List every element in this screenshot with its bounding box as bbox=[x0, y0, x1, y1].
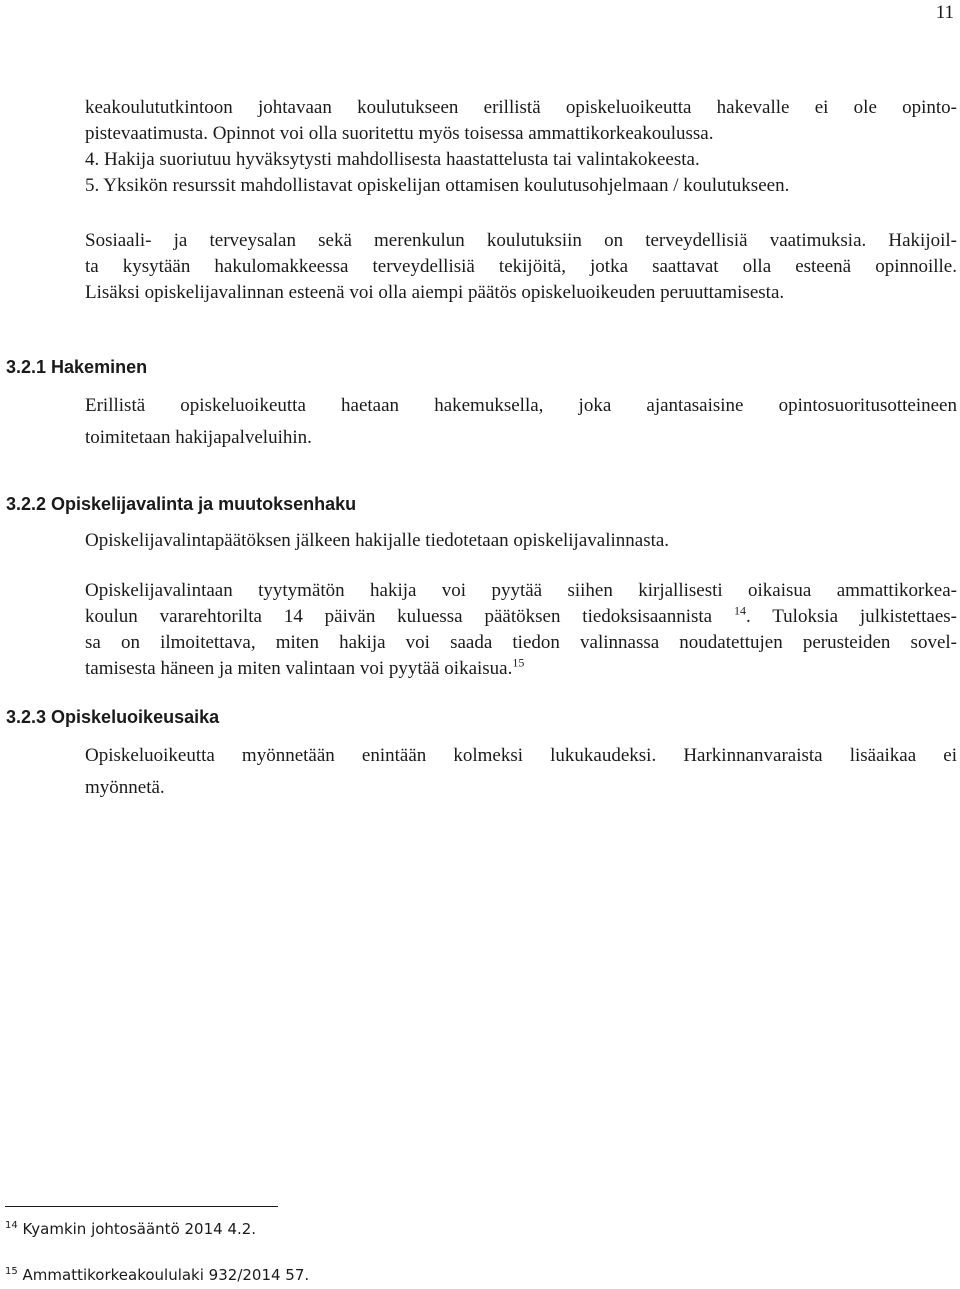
health-line: Sosiaali- ja terveysalan sekä merenkulun koulutuksiin on terveydellisiä vaatimuksia. Hakijoil- bbox=[85, 230, 957, 251]
health-paragraph bbox=[85, 228, 957, 306]
footnote-number: 14 bbox=[5, 1220, 18, 1231]
intro-line: keakoulututkintoon johtavaan koulutukseen erillistä opiskeluoikeutta hakevalle ei ole opinto- bbox=[85, 97, 957, 118]
section-line bbox=[85, 656, 957, 682]
intro-text bbox=[85, 95, 957, 199]
section-line: Opiskelijavalintapäätöksen jälkeen hakijalle tiedotetaan opiskelijavalinnasta. bbox=[85, 530, 670, 551]
heading-3-2-2: 3.2.2 Opiskelijavalinta ja muutoksenhaku bbox=[6, 494, 357, 514]
list-item-4: 4. Hakija suoriutuu hyväksytysti mahdollisesta haastattelusta tai valintakokeesta. bbox=[85, 149, 700, 170]
intro-line: pistevaatimusta. Opinnot voi olla suoritettu myös toisessa ammattikorkeakoulussa. bbox=[85, 123, 714, 144]
list-item-5: 5. Yksikön resurssit mahdollistavat opiskelijan ottamisen koulutusohjelmaan / koulutukseen. bbox=[85, 175, 790, 196]
section-3-2-2-p1 bbox=[85, 528, 957, 554]
section-line: Opiskeluoikeutta myönnetään enintään kolmeksi lukukaudeksi. Harkinnanvaraista lisäaikaa ei bbox=[85, 745, 957, 766]
section-3-2-1-body bbox=[85, 390, 957, 454]
heading-3-2-1: 3.2.1 Hakeminen bbox=[6, 357, 148, 377]
footnote-number: 15 bbox=[5, 1266, 18, 1277]
footnote-14 bbox=[5, 1220, 256, 1238]
section-line: sa on ilmoitettava, miten hakija voi saada tiedon valinnassa noudatettujen perusteiden sovel- bbox=[85, 632, 957, 653]
footnote-text: Ammattikorkeakoululaki 932/2014 57. bbox=[22, 1266, 310, 1284]
line-text: . Tuloksia julkistettaes- bbox=[745, 606, 957, 627]
footnote-15 bbox=[5, 1266, 309, 1284]
line-text: tamisesta häneen ja miten valintaan voi pyytää oikaisua. bbox=[85, 658, 513, 679]
health-line: ta kysytään hakulomakkeessa terveydellisiä tekijöitä, jotka saattavat olla esteenä opinnoille. bbox=[85, 256, 957, 277]
section-line: toimitetaan hakijapalveluihin. bbox=[85, 427, 312, 448]
intro-paragraph bbox=[85, 95, 957, 147]
section-3-2-2-p2 bbox=[85, 578, 957, 682]
footnote-ref-15[interactable]: 15 bbox=[512, 655, 525, 670]
line-text: koulun vararehtorilta 14 päivän kuluessa päätöksen tiedoksisaannista bbox=[85, 606, 713, 627]
section-3-2-3-body bbox=[85, 740, 957, 804]
footnote-text: Kyamkin johtosääntö 2014 4.2. bbox=[22, 1220, 257, 1238]
health-line: Lisäksi opiskelijavalinnan esteenä voi olla aiempi päätös opiskeluoikeuden peruuttamisesta. bbox=[85, 282, 785, 303]
heading-3-2-3: 3.2.3 Opiskeluoikeusaika bbox=[6, 707, 220, 727]
page-number: 11 bbox=[935, 2, 954, 23]
section-line: Erillistä opiskeluoikeutta haetaan hakemuksella, joka ajantasaisine opintosuoritusotteineen bbox=[85, 395, 957, 416]
section-line: myönnetä. bbox=[85, 777, 165, 798]
footnote-ref-14[interactable]: 14 bbox=[733, 603, 746, 618]
section-line bbox=[85, 604, 957, 630]
section-line: Opiskelijavalintaan tyytymätön hakija voi pyytää siihen kirjallisesti oikaisua ammattikorkea- bbox=[85, 580, 957, 601]
footnote-separator bbox=[5, 1206, 278, 1207]
